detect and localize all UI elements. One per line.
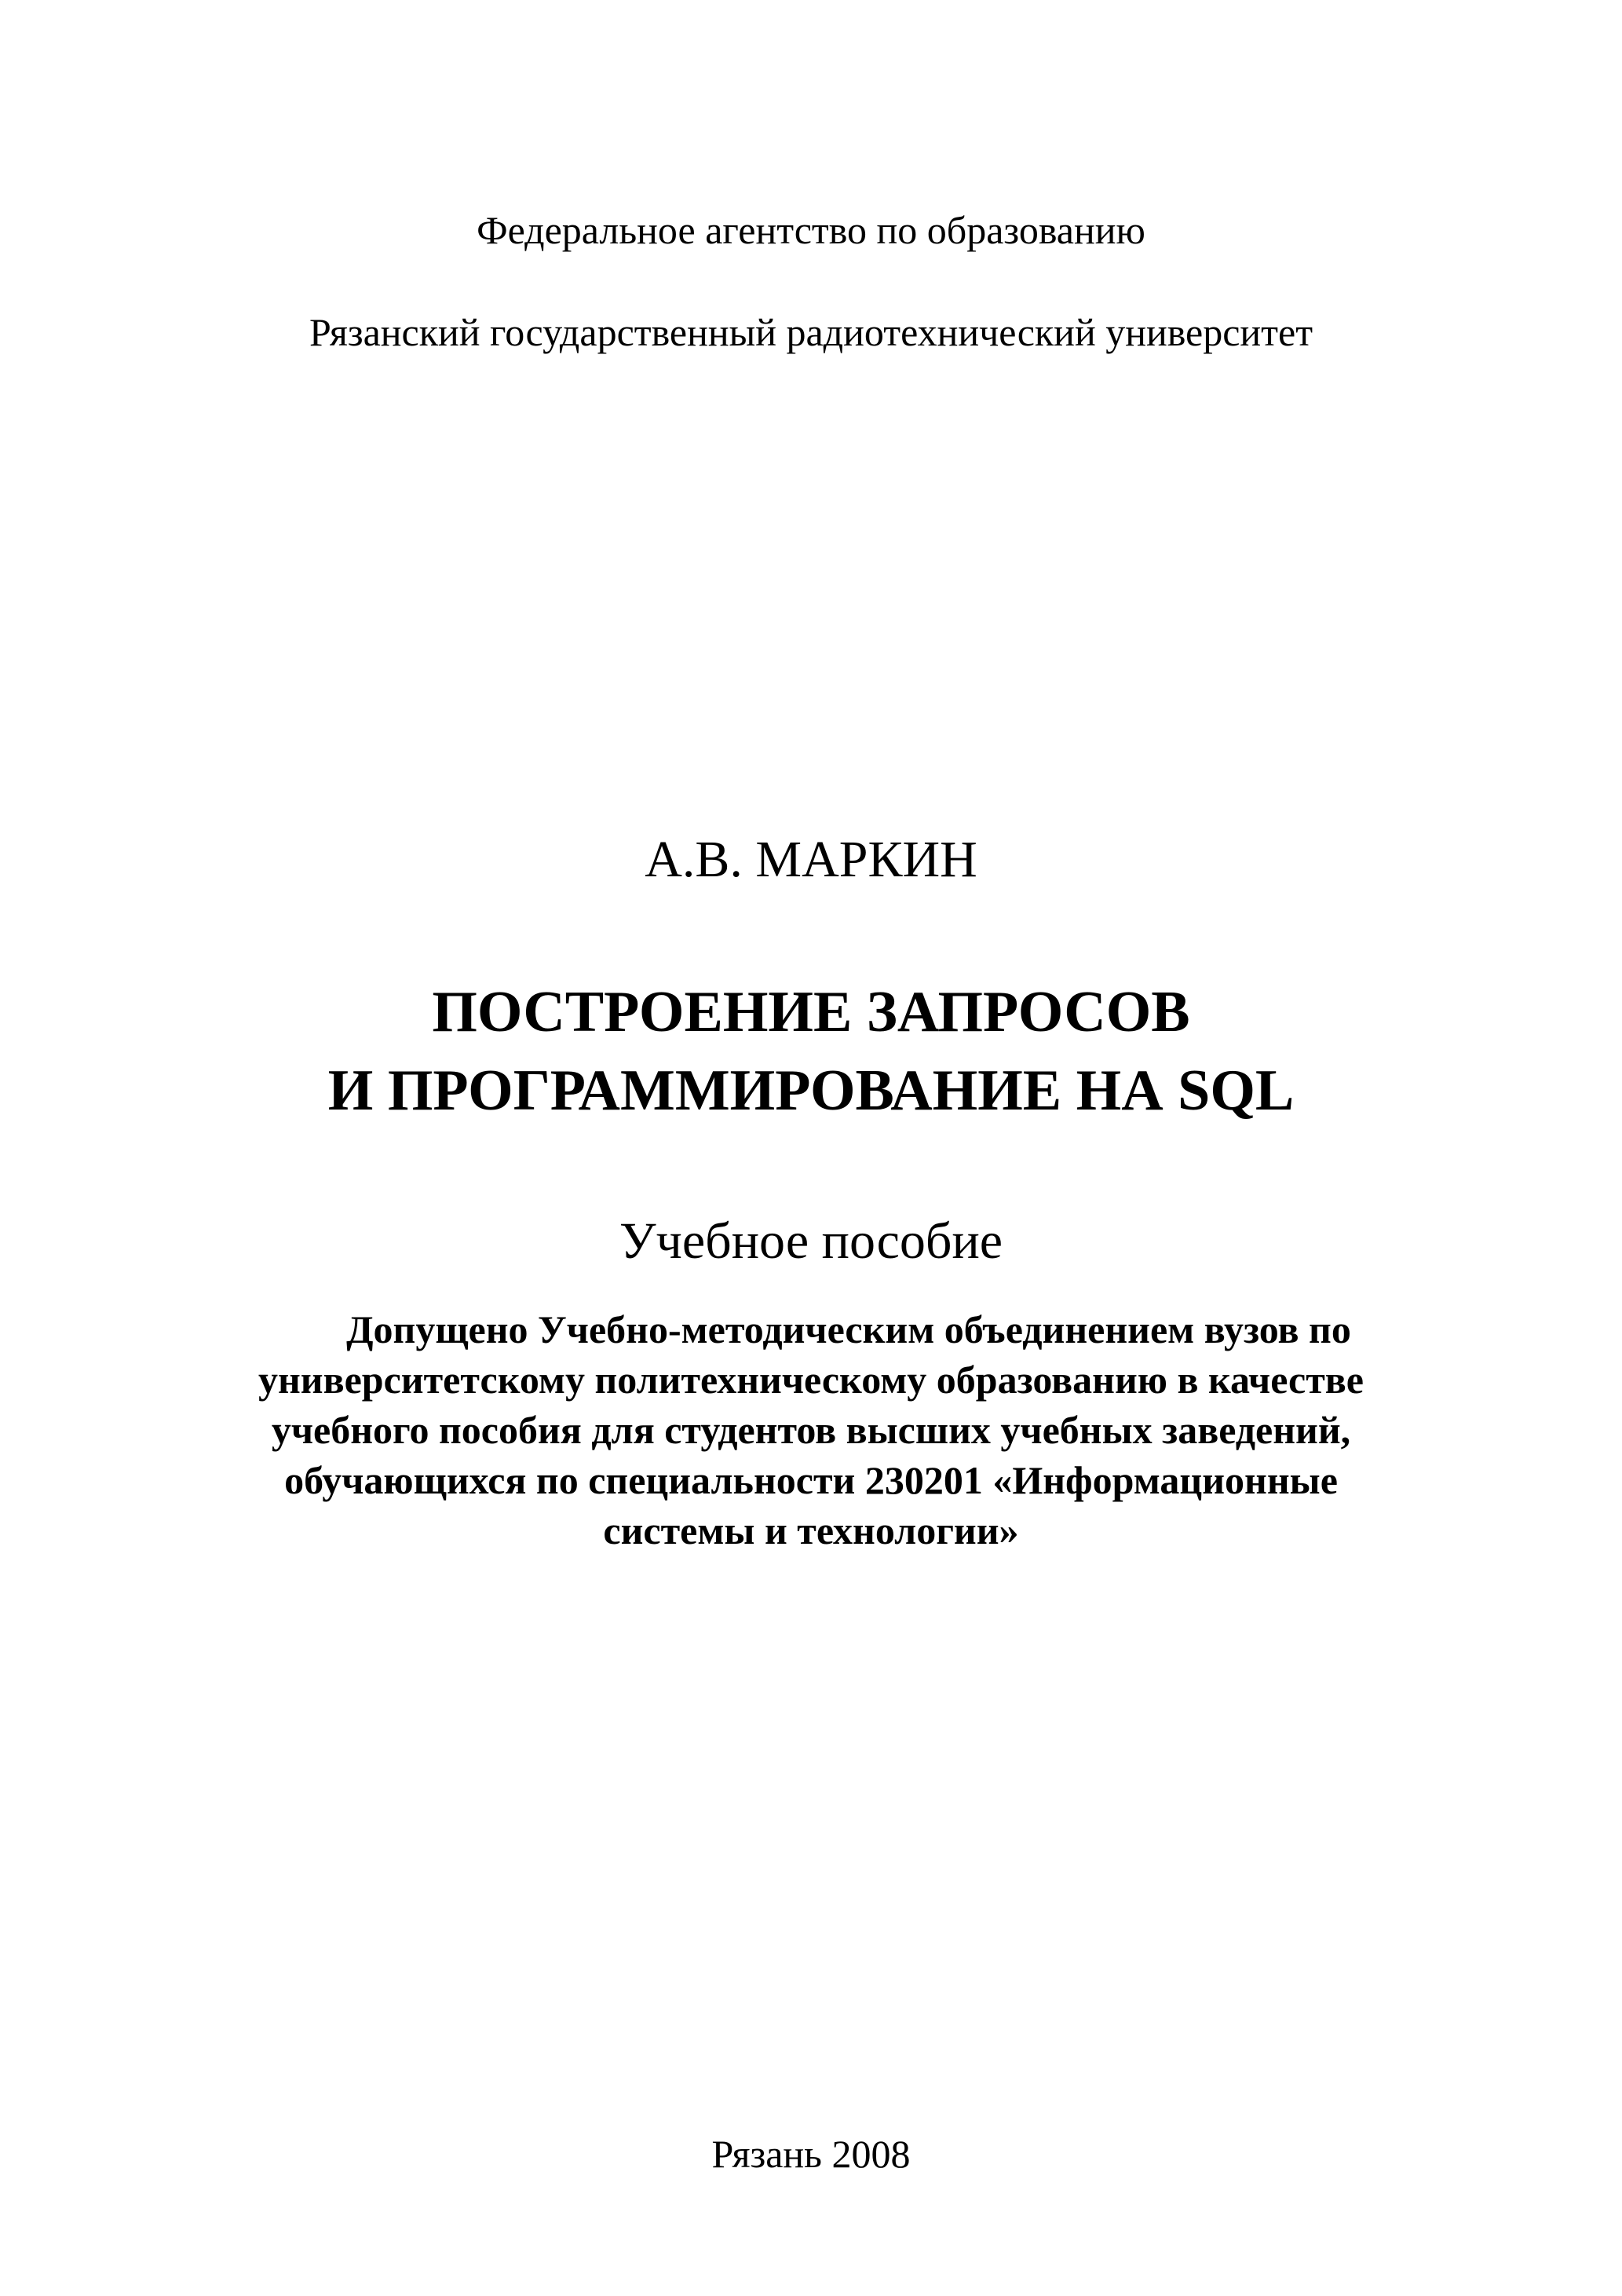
author-name: А.В. МАРКИН — [645, 831, 977, 888]
agency-name: Федеральное агентство по образованию — [477, 208, 1145, 252]
approval-line-3: учебного пособия для студентов высших учебных заведений, — [271, 1408, 1351, 1452]
book-title-line-1: ПОСТРОЕНИЕ ЗАПРОСОВ — [432, 980, 1190, 1044]
approval-line-5: системы и технологии» — [603, 1508, 1019, 1552]
approval-line-4: обучающихся по специальности 230201 «Информационные — [284, 1458, 1338, 1502]
book-title-line-2: И ПРОГРАММИРОВАНИЕ НА SQL — [327, 1058, 1295, 1123]
university-name: Рязанский государственный радиотехнический университет — [309, 310, 1313, 354]
approval-line-2: университетскому политехническому образованию в качестве — [258, 1358, 1364, 1402]
book-subtitle: Учебное пособие — [619, 1212, 1003, 1270]
approval-line-1: Допущено Учебно-методическим объединением вузов по — [346, 1307, 1351, 1351]
city-year: Рязань 2008 — [711, 2132, 911, 2176]
